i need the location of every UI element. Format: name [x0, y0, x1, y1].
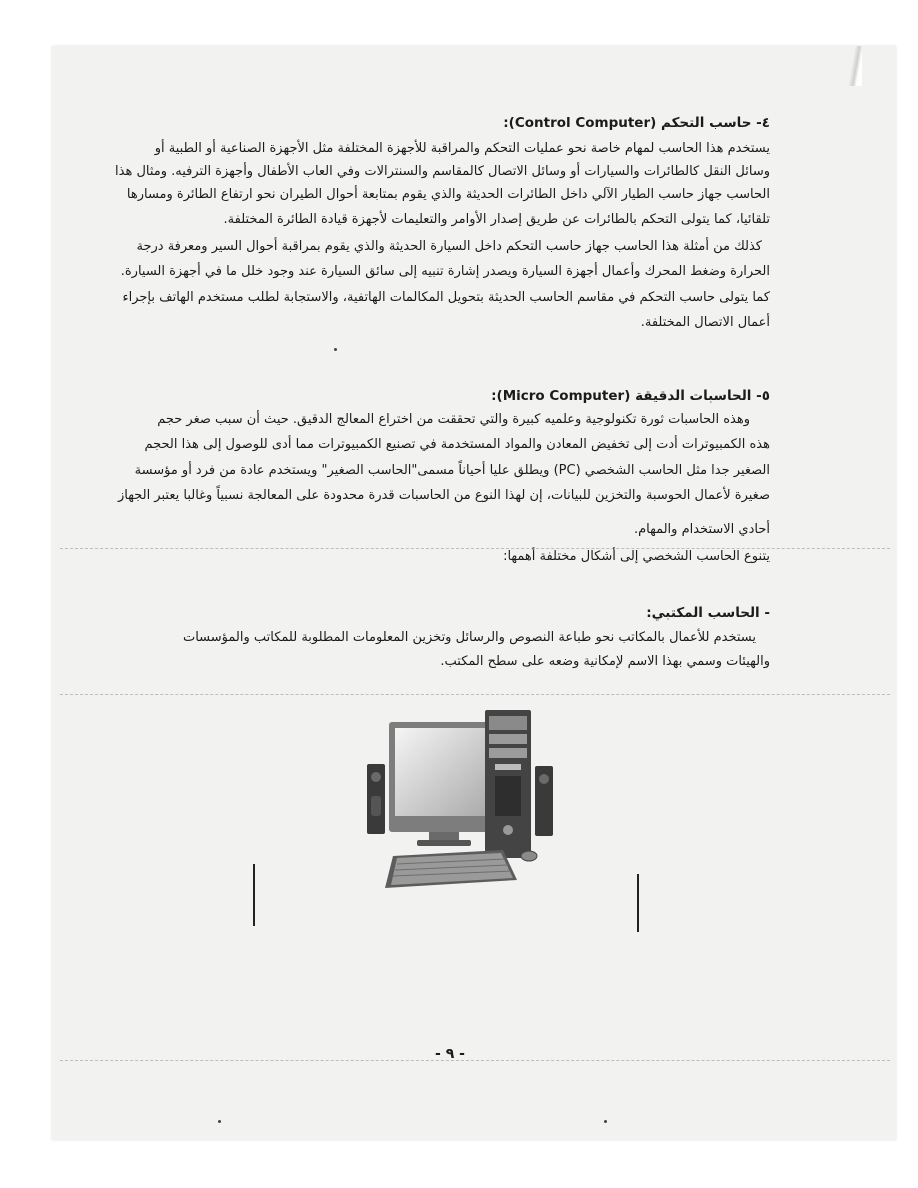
- paragraph-line: كذلك من أمثلة هذا الحاسب جهاز حاسب التحكم داخل السيارة الحديثة والذي يقوم بمراقبة أحوال السير ومعرفة درجة: [136, 239, 762, 254]
- paragraph-line: أعمال الاتصال المختلفة.: [640, 315, 770, 330]
- paragraph-line: الحرارة وضغط المحرك وأعمال أجهزة السيارة ويصدر إشارة تنبيه إلى سائق السيارة عند وجود خلل ما في أجهزة السيارة.: [120, 264, 770, 279]
- paragraph-line: وهذه الحاسبات ثورة تكنولوجية وعلميه كبيرة والتي تحققت من اختراع المعالج الدقيق. حيث أن سبب صغر حجم: [157, 412, 750, 427]
- paragraph-line: يستخدم للأعمال بالمكاتب نحو طباعة النصوص والرسائل وتخزين المعلومات المطلوبة للمكاتب والمؤسسات: [182, 630, 756, 645]
- paragraph-line: يستخدم هذا الحاسب لمهام خاصة نحو عمليات التحكم والمراقبة للأجهزة المختلفة مثل الأجهزة الصناعية أو الطبية أو: [154, 141, 770, 156]
- paragraph-line: تلقائيا، كما يتولى التحكم بالطائرات عن طريق إصدار الأوامر والتعليمات لأجهزة قيادة الطائرة المختلفة.: [223, 212, 770, 227]
- scan-speck: [218, 1120, 221, 1123]
- paragraph-line: هذه الكمبيوترات أدت إلى تخفيض المعادن والمواد المستخدمة في تصنيع الكمبيوترات مما أدى للوصول إلى هذا الحجم: [144, 437, 770, 452]
- scan-speck: [334, 348, 337, 351]
- page-corner-fold: [846, 46, 862, 86]
- paragraph-line: الحاسب جهاز حاسب الطيار الآلي داخل الطائرات الحديثة والذي يقوم بمتابعة أحوال الطيران نحو ارتفاع الطائرة ومسارها: [126, 187, 770, 202]
- scan-fold-line: [60, 694, 890, 695]
- paragraph-line: أحادي الاستخدام والمهام.: [633, 522, 770, 537]
- paragraph-line: والهيئات وسمي بهذا الاسم لإمكانية وضعه على سطح المكتب.: [440, 654, 770, 669]
- paragraph-line: يتنوع الحاسب الشخصي إلى أشكال مختلفة أهمها:: [503, 549, 770, 564]
- page-number: - ٩ -: [435, 1046, 465, 1062]
- paragraph-line: وسائل النقل كالطائرات والسيارات أو وسائل الاتصال كالمقاسم والسنترالات وفي العاب الأطفال وأجهزة الترفيه. ومثال هذا: [115, 164, 770, 179]
- section-heading-desktop-computer: - الحاسب المكتبي:: [646, 605, 770, 621]
- margin-bar: [253, 864, 255, 926]
- paragraph-line: كما يتولى حاسب التحكم في مقاسم الحاسب الحديثة بتحويل المكالمات الهاتفية، والاستجابة لطلب مستخدم الهاتف بإجراء: [122, 290, 770, 305]
- section-heading-control-computer: ٤- حاسب التحكم (Control Computer):: [503, 115, 770, 131]
- section-heading-micro-computer: ٥- الحاسبات الدقيقة (Micro Computer):: [491, 388, 770, 404]
- desktop-computer-icon: [365, 700, 557, 895]
- margin-bar: [637, 874, 639, 932]
- paragraph-line: صغيرة لأعمال الحوسبة والتخزين للبيانات، إن لهذا النوع من الحاسبات قدرة محدودة على المعالجة نسبياً وغالبا يعتبر الجهاز: [117, 488, 770, 503]
- paragraph-line: الصغير جدا مثل الحاسب الشخصي (PC) ويطلق عليا أحياناً مسمى"الحاسب الصغير" ويستخدم عادة من فرد أو مؤسسة: [134, 463, 770, 478]
- scan-speck: [604, 1120, 607, 1123]
